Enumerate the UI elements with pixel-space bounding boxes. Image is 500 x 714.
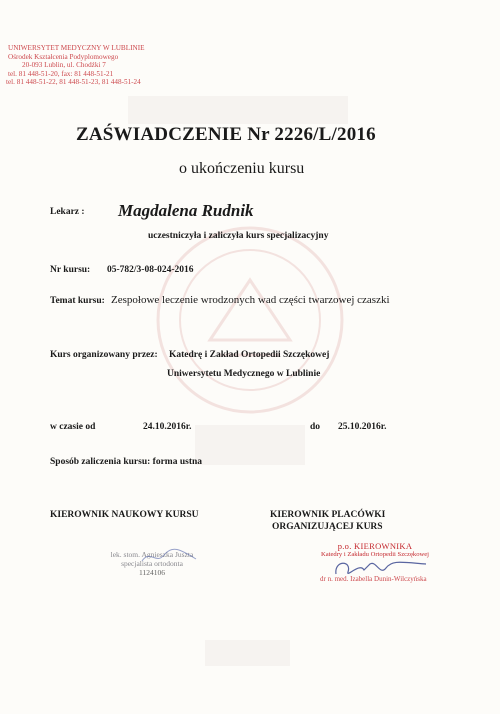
completion-statement: uczestniczyła i zaliczyła kurs specjalizacyjny	[148, 231, 329, 241]
stamp-specialty: specjalista ortodonta	[121, 559, 183, 568]
course-number: 05-782/3-08-024-2016	[107, 265, 194, 275]
date-to: 25.10.2016r.	[338, 422, 387, 432]
scientific-director-signature	[140, 545, 200, 567]
certificate-title: ZAŚWIADCZENIE Nr 2226/L/2016	[76, 124, 376, 145]
facility-director-heading-1: KIEROWNIK PLACÓWKI	[270, 510, 386, 520]
course-topic: Zespołowe leczenie wrodzonych wad części twarzowej czaszki	[111, 294, 390, 306]
stamp-title: p.o. KIEROWNIKA	[337, 541, 413, 551]
facility-director-name: dr n. med. Izabella Dunin-Wilczyńska	[320, 575, 427, 583]
doctor-name: Magdalena Rudnik	[118, 201, 254, 220]
organizer-line-1: Katedrę i Zakład Ortopedii Szczękowej	[169, 350, 330, 360]
watermark-band-top	[128, 96, 348, 124]
doctor-label: Lekarz :	[50, 207, 85, 217]
facility-director-heading-2: ORGANIZUJĄCEJ KURS	[272, 522, 383, 532]
stamp-line: Ośrodek Kształcenia Podyplomowego	[8, 52, 119, 61]
stamp-line: UNIWERSYTET MEDYCZNY W LUBLINIE	[8, 44, 145, 52]
watermark-band-bottom	[205, 640, 290, 666]
stamp-line: tel. 81 448-51-20, fax: 81 448-51-21	[8, 69, 114, 78]
course-number-label: Nr kursu:	[50, 265, 91, 275]
certificate-subtitle: o ukończeniu kursu	[179, 160, 305, 177]
stamp-line: tel. 81 448-51-22, 81 448-51-23, 81 448-51-24	[6, 78, 141, 87]
stamp-number: 1124106	[139, 568, 165, 577]
date-from-label: w czasie od	[50, 422, 96, 432]
organizer-line-2: Uniwersytetu Medycznego w Lublinie	[167, 369, 321, 379]
university-seal-watermark	[150, 220, 350, 420]
assessment-method: Sposób zaliczenia kursu: forma ustna	[50, 457, 203, 467]
course-topic-label: Temat kursu:	[50, 296, 105, 306]
date-to-label: do	[310, 422, 321, 432]
organizer-label: Kurs organizowany przez:	[50, 350, 158, 360]
watermark-band-middle	[195, 425, 305, 465]
date-from: 24.10.2016r.	[143, 422, 192, 432]
scientific-director-heading: KIEROWNIK NAUKOWY KURSU	[50, 510, 199, 520]
stamp-unit: Katedry i Zakładu Ortopedii Szczękowej	[320, 551, 430, 558]
institution-header-stamp	[6, 44, 144, 87]
stamp-name: lek. stom. Agnieszka Juszta	[110, 550, 194, 559]
stamp-line: 20-093 Lublin, ul. Chodźki 7	[22, 61, 106, 70]
